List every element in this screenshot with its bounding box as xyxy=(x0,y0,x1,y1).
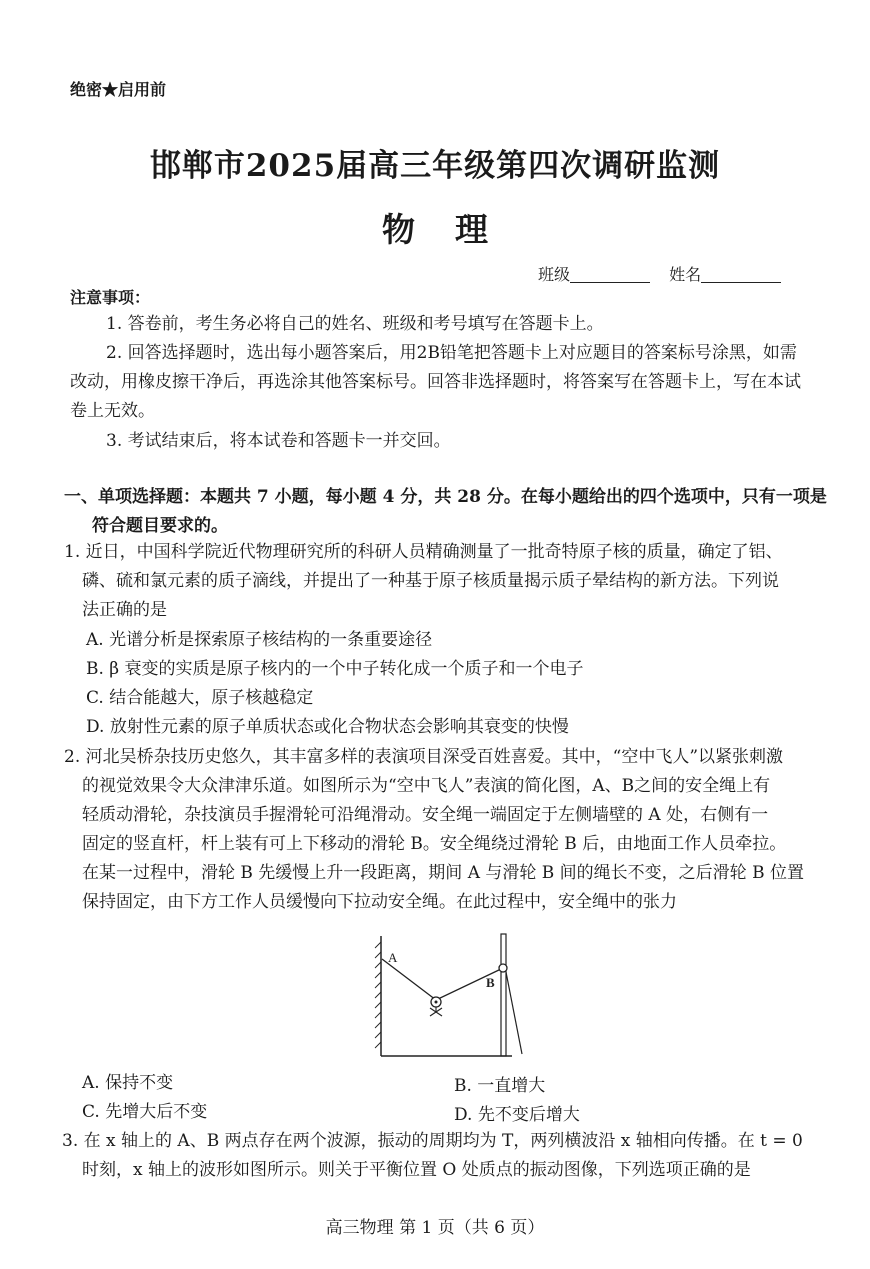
acrobat-figure xyxy=(430,1007,442,1016)
name-blank xyxy=(701,266,781,283)
notice-title: 注意事项： xyxy=(70,288,151,307)
q2-line-3: 轻质动滑轮，杂技演员手握滑轮可沿绳滑动。安全绳一端固定于左侧墙壁的 A 处，右侧有一 xyxy=(82,805,769,825)
q2-line-2: 的视觉效果令大众津津乐道。如图所示为“空中飞人”表演的简化图，A、B之间的安全绳上有 xyxy=(82,776,771,796)
name-label: 姓名 xyxy=(669,265,702,284)
q3-line-2: 时刻，x 轴上的波形如图所示。则关于平衡位置 O 处质点的振动图像，下列选项正确的是 xyxy=(82,1160,751,1180)
q2-line-6: 保持固定，由下方工作人员缓慢向下拉动安全绳。在此过程中，安全绳中的张力 xyxy=(82,892,677,912)
q2-option-b: B. 一直增大 xyxy=(454,1076,546,1096)
subject-title: 物理 xyxy=(382,210,528,249)
q2-option-a: A. 保持不变 xyxy=(82,1073,174,1093)
notice-item-1: 1. 答卷前，考生务必将自己的姓名、班级和考号填写在答题卡上。 xyxy=(106,314,604,334)
trapeze-diagram xyxy=(370,930,540,1065)
safety-rope xyxy=(382,959,501,1000)
wall-hatching xyxy=(375,942,381,1048)
q1-line-3: 法正确的是 xyxy=(82,600,167,620)
q2-option-d: D. 先不变后增大 xyxy=(454,1105,580,1125)
vertical-pole xyxy=(501,934,506,1056)
q2-option-c: C. 先增大后不变 xyxy=(82,1102,208,1122)
notice-item-2-line-2: 改动，用橡皮擦干净后，再选涂其他答案标号。回答非选择题时，将答案写在答题卡上，写在本试 xyxy=(70,372,801,392)
section-1-heading: 一、单项选择题：本题共 7 小题，每小题 4 分，共 28 分。在每小题给出的四个选项中，只有一项是 xyxy=(64,487,827,507)
pulled-rope xyxy=(506,972,522,1054)
pulley-axle xyxy=(435,1001,438,1004)
q1-line-2: 磷、硫和氯元素的质子滴线，并提出了一种基于原子核质量揭示质子晕结构的新方法。下列说 xyxy=(82,571,779,591)
class-label: 班级 xyxy=(538,265,571,284)
exam-title: 邯郸市2025届高三年级第四次调研监测 xyxy=(149,148,721,184)
pulley-b xyxy=(499,964,507,972)
student-info-row xyxy=(538,262,795,285)
page-footer: 高三物理 第 1 页（共 6 页） xyxy=(325,1218,545,1238)
q1-option-c: C. 结合能越大，原子核越稳定 xyxy=(86,688,314,708)
q1-option-b: B. β 衰变的实质是原子核内的一个中子转化成一个质子和一个电子 xyxy=(86,659,584,679)
class-blank xyxy=(570,266,650,283)
notice-item-3: 3. 考试结束后，将本试卷和答题卡一并交回。 xyxy=(106,431,451,451)
confidential-mark: 绝密★启用前 xyxy=(70,80,167,99)
q2-line-4: 固定的竖直杆，杆上装有可上下移动的滑轮 B。安全绳绕过滑轮 B 后，由地面工作人员牵拉。 xyxy=(82,834,787,854)
q1-line-1: 1. 近日，中国科学院近代物理研究所的科研人员精确测量了一批奇特原子核的质量，确定了铝、 xyxy=(64,542,783,562)
q3-line-1: 3. 在 x 轴上的 A、B 两点存在两个波源，振动的周期均为 T，两列横波沿 x 轴相向传播。在 t = 0 xyxy=(62,1131,803,1151)
q1-option-a: A. 光谱分析是探索原子核结构的一条重要途径 xyxy=(86,630,433,650)
q2-line-5: 在某一过程中，滑轮 B 先缓慢上升一段距离，期间 A 与滑轮 B 间的绳长不变，之后滑轮 B 位置 xyxy=(82,863,804,883)
label-b: B xyxy=(486,975,495,990)
label-a: A xyxy=(388,950,398,965)
notice-item-2-line-3: 卷上无效。 xyxy=(70,401,155,421)
section-1-heading-cont: 符合题目要求的。 xyxy=(92,516,228,536)
q2-line-1: 2. 河北吴桥杂技历史悠久，其丰富多样的表演项目深受百姓喜爱。其中，“空中飞人”以紧张刺激 xyxy=(64,747,784,767)
notice-item-2-line-1: 2. 回答选择题时，选出每小题答案后，用2B铅笔把答题卡上对应题目的答案标号涂黑，如需 xyxy=(106,343,797,363)
q1-option-d: D. 放射性元素的原子单质状态或化合物状态会影响其衰变的快慢 xyxy=(86,717,569,737)
